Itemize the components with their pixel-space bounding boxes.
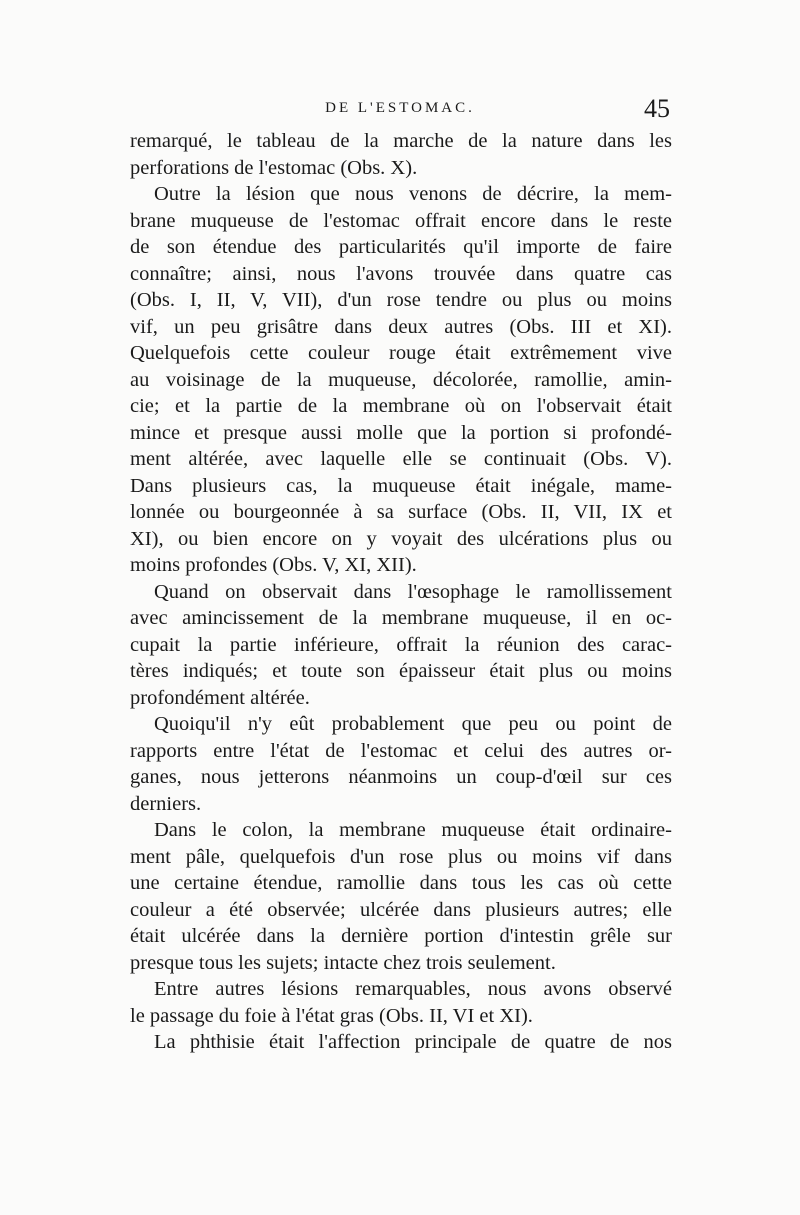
text-line: moins profondes (Obs. V, XI, XII). bbox=[130, 554, 417, 576]
text-line: Quoiqu'il n'y eût probablement que peu ou point de bbox=[154, 713, 672, 735]
text-line: au voisinage de la muqueuse, décolorée, ramollie, amin- bbox=[130, 368, 672, 391]
text-line: derniers. bbox=[130, 792, 202, 815]
text-line: Quand on observait dans l'œsophage le ramollissement bbox=[154, 580, 672, 603]
text-line: vif, un peu grisâtre dans deux autres (Obs. III et XI). bbox=[130, 315, 672, 338]
text-line: perforations de l'estomac (Obs. X). bbox=[130, 156, 418, 179]
text-line: brane muqueuse de l'estomac offrait encore dans le reste bbox=[130, 209, 672, 232]
text-line: rapports entre l'état de l'estomac et celui des autres or- bbox=[130, 739, 672, 762]
running-title: DE L'ESTOMAC. bbox=[325, 100, 475, 116]
body-text bbox=[130, 128, 672, 1056]
text-line: XI), ou bien encore on y voyait des ulcérations plus ou bbox=[130, 527, 672, 550]
text-line: ment altérée, avec laquelle elle se continuait (Obs. V). bbox=[130, 448, 672, 470]
running-head bbox=[130, 94, 670, 126]
text-line: Dans le colon, la membrane muqueuse était ordinaire- bbox=[154, 819, 672, 841]
text-line: Quelquefois cette couleur rouge était extrêmement vive bbox=[130, 342, 672, 364]
text-line: mince et presque aussi molle que la portion si profondé- bbox=[130, 421, 672, 444]
text-line: profondément altérée. bbox=[130, 686, 310, 709]
text-line: lonnée ou bourgeonnée à sa surface (Obs. II, VII, IX et bbox=[130, 501, 672, 523]
text-line: La phthisie était l'affection principale de quatre de nos bbox=[154, 1031, 672, 1053]
text-line: cupait la partie inférieure, offrait la réunion des carac- bbox=[130, 633, 672, 656]
page-number: 45 bbox=[644, 94, 670, 123]
text-line: de son étendue des particularités qu'il importe de faire bbox=[130, 236, 672, 258]
text-line: Outre la lésion que nous venons de décrire, la mem- bbox=[154, 183, 672, 205]
text-line: une certaine étendue, ramollie dans tous les cas où cette bbox=[130, 872, 672, 894]
text-line: était ulcérée dans la dernière portion d'intestin grêle sur bbox=[130, 925, 672, 947]
text-line: le passage du foie à l'état gras (Obs. II, VI et XI). bbox=[130, 1004, 533, 1027]
text-line: tères indiqués; et toute son épaisseur était plus ou moins bbox=[130, 660, 672, 682]
text-line: Dans plusieurs cas, la muqueuse était inégale, mame- bbox=[130, 474, 672, 497]
text-line: connaître; ainsi, nous l'avons trouvée dans quatre cas bbox=[130, 262, 672, 285]
text-line: presque tous les sujets; intacte chez trois seulement. bbox=[130, 951, 556, 974]
text-line: avec amincissement de la membrane muqueuse, il en oc- bbox=[130, 607, 672, 629]
text-line: ganes, nous jetterons néanmoins un coup-d'œil sur ces bbox=[130, 766, 672, 788]
text-line: remarqué, le tableau de la marche de la nature dans les bbox=[130, 130, 672, 152]
text-line: (Obs. I, II, V, VII), d'un rose tendre ou plus ou moins bbox=[130, 289, 672, 311]
text-line: ment pâle, quelquefois d'un rose plus ou moins vif dans bbox=[130, 845, 672, 868]
text-line: cie; et la partie de la membrane où on l'observait était bbox=[130, 395, 672, 417]
text-line: Entre autres lésions remarquables, nous avons observé bbox=[154, 978, 672, 1000]
text-line: couleur a été observée; ulcérée dans plusieurs autres; elle bbox=[130, 898, 672, 921]
